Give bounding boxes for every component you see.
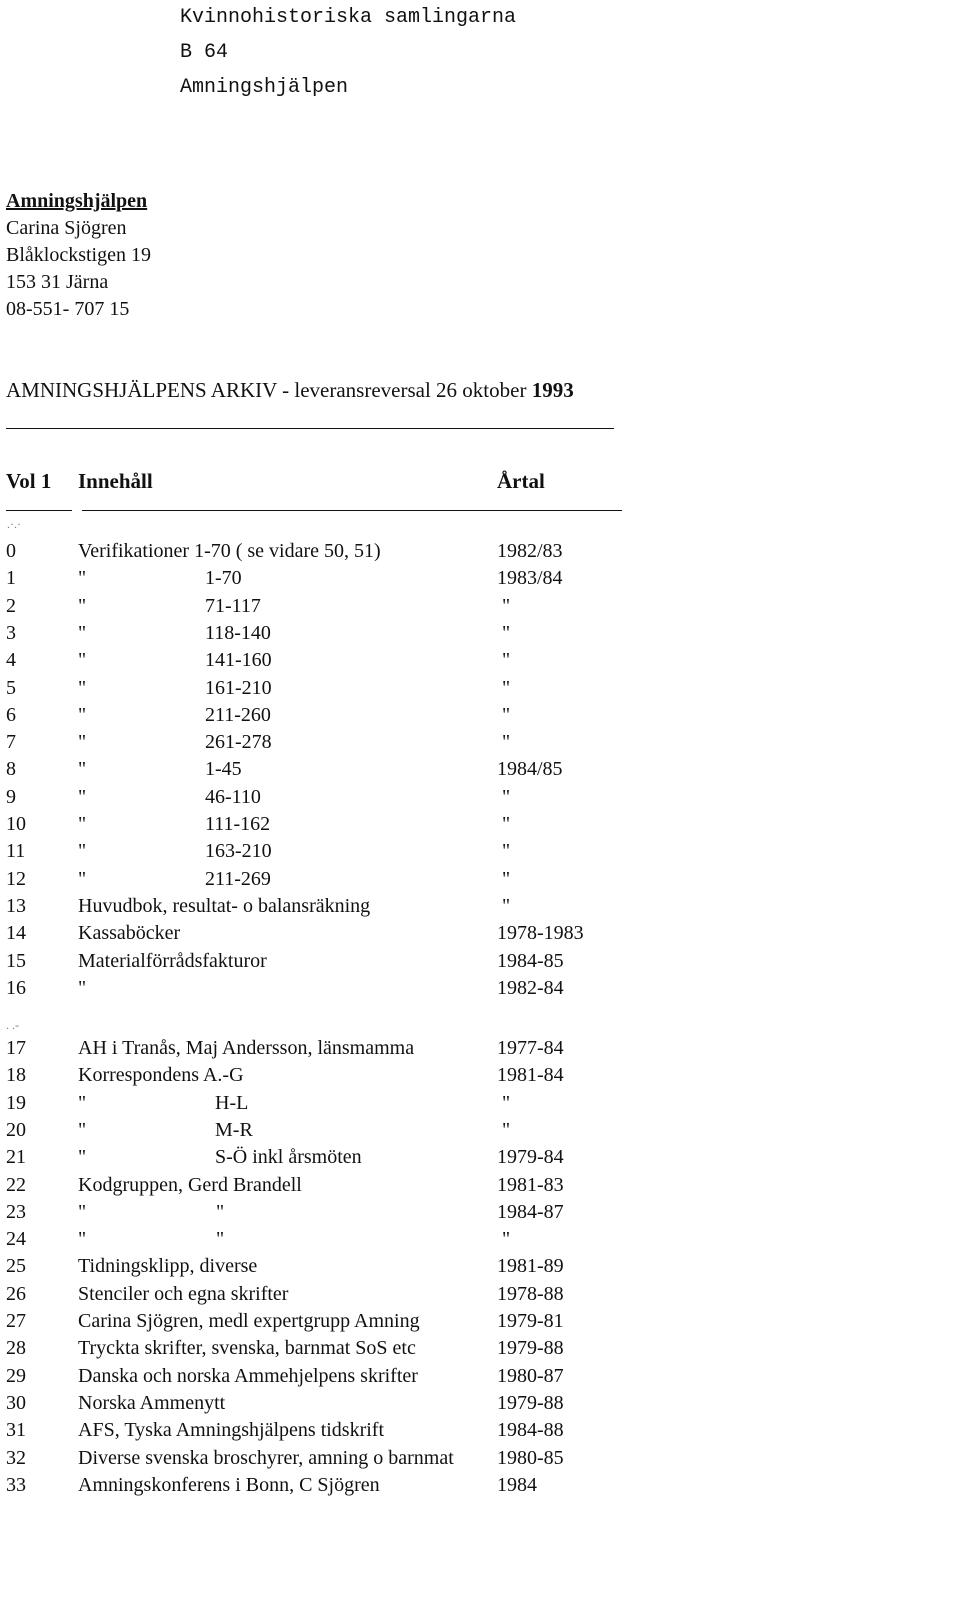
volume-content: Danska och norska Ammehjelpens skrifter bbox=[78, 1365, 418, 1387]
list-item bbox=[0, 1390, 960, 1417]
volume-year: 1979-88 bbox=[497, 1392, 564, 1414]
volume-number: 16 bbox=[6, 977, 26, 999]
list-item bbox=[0, 1308, 960, 1335]
volume-year: " bbox=[502, 1119, 511, 1141]
sender-street: Blåklockstigen 19 bbox=[6, 244, 151, 266]
volume-year: " bbox=[502, 1092, 511, 1114]
list-item bbox=[0, 1417, 960, 1444]
list-item bbox=[0, 702, 960, 729]
volume-year: 1980-87 bbox=[497, 1365, 564, 1387]
volume-content-sub: 211-269 bbox=[205, 868, 271, 890]
list-item bbox=[0, 565, 960, 592]
list-item bbox=[0, 1445, 960, 1472]
volume-number: 6 bbox=[6, 704, 16, 726]
volume-number: 27 bbox=[6, 1310, 26, 1332]
volume-number: 3 bbox=[6, 622, 16, 644]
list-item bbox=[0, 1253, 960, 1280]
list-item bbox=[0, 1472, 960, 1499]
volume-year: 1984-87 bbox=[497, 1201, 564, 1223]
list-item bbox=[0, 1363, 960, 1390]
volume-content: " bbox=[78, 1119, 87, 1141]
volume-content: " bbox=[78, 567, 87, 589]
volume-content-sub: S-Ö inkl årsmöten bbox=[215, 1146, 362, 1168]
list-item bbox=[0, 1199, 960, 1226]
list-item bbox=[0, 756, 960, 783]
volume-year: " bbox=[502, 677, 511, 699]
volume-year: " bbox=[502, 813, 511, 835]
volume-content-sub: H-L bbox=[215, 1092, 249, 1114]
volume-content-sub: 163-210 bbox=[205, 840, 272, 862]
volume-content: " bbox=[78, 649, 87, 671]
volume-year: 1981-89 bbox=[497, 1255, 564, 1277]
list-item bbox=[0, 1172, 960, 1199]
volume-number: 26 bbox=[6, 1283, 26, 1305]
volume-year: 1984-85 bbox=[497, 950, 564, 972]
list-item bbox=[0, 811, 960, 838]
volume-year: 1984-88 bbox=[497, 1419, 564, 1441]
volume-content-sub: " bbox=[216, 1201, 225, 1223]
volume-content: " bbox=[78, 1228, 87, 1250]
volume-content: " bbox=[78, 786, 87, 808]
volume-content: " bbox=[78, 868, 87, 890]
volume-content: Amningskonferens i Bonn, C Sjögren bbox=[78, 1474, 380, 1496]
volume-number: 9 bbox=[6, 786, 16, 808]
volume-year: " bbox=[502, 731, 511, 753]
volume-number: 20 bbox=[6, 1119, 26, 1141]
list-item bbox=[0, 893, 960, 920]
volume-number: 24 bbox=[6, 1228, 26, 1250]
list-item bbox=[0, 675, 960, 702]
volume-number: 17 bbox=[6, 1037, 26, 1059]
volume-number: 4 bbox=[6, 649, 16, 671]
volume-content-sub: 141-160 bbox=[205, 649, 272, 671]
list-item bbox=[0, 620, 960, 647]
volume-number: 31 bbox=[6, 1419, 26, 1441]
volume-number: 22 bbox=[6, 1174, 26, 1196]
list-item bbox=[0, 1281, 960, 1308]
volume-year: " bbox=[502, 595, 511, 617]
volume-content: Carina Sjögren, medl expertgrupp Amning bbox=[78, 1310, 420, 1332]
volume-year: 1979-84 bbox=[497, 1146, 564, 1168]
list-item bbox=[0, 1035, 960, 1062]
volume-year: 1984/85 bbox=[497, 758, 563, 780]
column-header-vol: Vol 1 bbox=[6, 469, 52, 493]
volume-number: 11 bbox=[6, 840, 26, 862]
volume-content: Stenciler och egna skrifter bbox=[78, 1283, 289, 1305]
volume-content: " bbox=[78, 977, 87, 999]
volume-content: " bbox=[78, 595, 87, 617]
volume-year: 1977-84 bbox=[497, 1037, 564, 1059]
volume-year: 1978-88 bbox=[497, 1283, 564, 1305]
list-item bbox=[0, 647, 960, 674]
volume-number: 8 bbox=[6, 758, 16, 780]
column-header-content: Innehåll bbox=[78, 469, 153, 493]
volume-number: 2 bbox=[6, 595, 16, 617]
volume-content: Verifikationer 1-70 ( se vidare 50, 51) bbox=[78, 540, 381, 562]
volume-number: 7 bbox=[6, 731, 16, 753]
volume-year: " bbox=[502, 895, 511, 917]
volume-year: 1982-84 bbox=[497, 977, 564, 999]
volume-year: 1979-88 bbox=[497, 1337, 564, 1359]
list-item bbox=[0, 1117, 960, 1144]
volume-content: AH i Tranås, Maj Andersson, länsmamma bbox=[78, 1037, 415, 1059]
volume-content: Norska Ammenytt bbox=[78, 1392, 226, 1414]
volume-year: 1980-85 bbox=[497, 1447, 564, 1469]
volume-number: 28 bbox=[6, 1337, 26, 1359]
volume-number: 15 bbox=[6, 950, 26, 972]
volume-number: 13 bbox=[6, 895, 26, 917]
list-item bbox=[0, 1090, 960, 1117]
list-item bbox=[0, 920, 960, 947]
volume-year: " bbox=[502, 649, 511, 671]
archive-name: Kvinnohistoriska samlingarna bbox=[180, 6, 517, 29]
volume-content-sub: 71-117 bbox=[205, 595, 261, 617]
list-item bbox=[0, 1335, 960, 1362]
volume-content: " bbox=[78, 1092, 87, 1114]
volume-number: 10 bbox=[6, 813, 26, 835]
volume-content: Kodgruppen, Gerd Brandell bbox=[78, 1174, 302, 1196]
list-item bbox=[0, 538, 960, 565]
list-item bbox=[0, 1226, 960, 1253]
volume-content: " bbox=[78, 731, 87, 753]
list-item bbox=[0, 866, 960, 893]
volume-content: " bbox=[78, 677, 87, 699]
volume-content: Korrespondens A.-G bbox=[78, 1064, 244, 1086]
volume-content: " bbox=[78, 1146, 87, 1168]
volume-content: " bbox=[78, 758, 87, 780]
volume-content: " bbox=[78, 704, 87, 726]
list-item bbox=[0, 948, 960, 975]
volume-number: 33 bbox=[6, 1474, 26, 1496]
volume-content: Materialförrådsfakturor bbox=[78, 950, 267, 972]
list-item bbox=[0, 1062, 960, 1089]
column-header-year: Årtal bbox=[497, 469, 545, 493]
volume-number: 5 bbox=[6, 677, 16, 699]
volume-number: 29 bbox=[6, 1365, 26, 1387]
volume-number: 32 bbox=[6, 1447, 26, 1469]
scan-speck: .·.· bbox=[7, 517, 21, 531]
volume-year: 1979-81 bbox=[497, 1310, 564, 1332]
sender-phone: 08-551- 707 15 bbox=[6, 298, 130, 320]
volume-content: " bbox=[78, 840, 87, 862]
volume-number: 14 bbox=[6, 922, 26, 944]
scan-speck: . .- bbox=[6, 1018, 19, 1032]
volume-content-sub: 46-110 bbox=[205, 786, 261, 808]
volume-content: Kassaböcker bbox=[78, 922, 181, 944]
volume-number: 19 bbox=[6, 1092, 26, 1114]
volume-content-sub: 1-45 bbox=[205, 758, 242, 780]
volume-year: " bbox=[502, 868, 511, 890]
list-item bbox=[0, 729, 960, 756]
volume-content-sub: 261-278 bbox=[205, 731, 272, 753]
volume-content: Tidningsklipp, diverse bbox=[78, 1255, 258, 1277]
sender-name: Carina Sjögren bbox=[6, 217, 127, 239]
volume-content: " bbox=[78, 813, 87, 835]
archive-collection: Amningshjälpen bbox=[180, 76, 349, 99]
volume-year: " bbox=[502, 840, 511, 862]
list-item bbox=[0, 1144, 960, 1171]
volume-year: 1982/83 bbox=[497, 540, 563, 562]
volume-number: 1 bbox=[6, 567, 16, 589]
volume-content-sub: 161-210 bbox=[205, 677, 272, 699]
volume-number: 30 bbox=[6, 1392, 26, 1414]
volume-content: " bbox=[78, 622, 87, 644]
volume-number: 12 bbox=[6, 868, 26, 890]
volume-content: Tryckta skrifter, svenska, barnmat SoS etc bbox=[78, 1337, 416, 1359]
volume-year: 1981-83 bbox=[497, 1174, 564, 1196]
volume-number: 23 bbox=[6, 1201, 26, 1223]
volume-year: " bbox=[502, 704, 511, 726]
volume-content: Diverse svenska broschyrer, amning o barnmat bbox=[78, 1447, 454, 1469]
document-title-year: 1993 bbox=[531, 378, 574, 402]
list-item bbox=[0, 784, 960, 811]
volume-content: " bbox=[78, 1201, 87, 1223]
volume-number: 0 bbox=[6, 540, 16, 562]
list-item bbox=[0, 975, 960, 1002]
volume-year: " bbox=[502, 1228, 511, 1250]
document-title-text: AMNINGSHJÄLPENS ARKIV - leveransreversal 26 oktober bbox=[6, 378, 527, 402]
volume-content: AFS, Tyska Amningshjälpens tidskrift bbox=[78, 1419, 385, 1441]
volume-content-sub: 1-70 bbox=[205, 567, 242, 589]
list-item bbox=[0, 593, 960, 620]
volume-year: 1981-84 bbox=[497, 1064, 564, 1086]
list-item bbox=[0, 838, 960, 865]
volume-content-sub: " bbox=[216, 1228, 225, 1250]
volume-content-sub: 111-162 bbox=[205, 813, 271, 835]
volume-year: 1984 bbox=[497, 1474, 537, 1496]
volume-year: " bbox=[502, 622, 511, 644]
volume-content: Huvudbok, resultat- o balansräkning bbox=[78, 895, 371, 917]
volume-number: 18 bbox=[6, 1064, 26, 1086]
volume-year: 1983/84 bbox=[497, 567, 563, 589]
volume-number: 21 bbox=[6, 1146, 26, 1168]
sender-postal: 153 31 Järna bbox=[6, 271, 109, 293]
volume-content-sub: 118-140 bbox=[205, 622, 271, 644]
volume-number: 25 bbox=[6, 1255, 26, 1277]
sender-organization: Amningshjälpen bbox=[6, 190, 148, 212]
volume-year: " bbox=[502, 786, 511, 808]
volume-content-sub: M-R bbox=[215, 1119, 253, 1141]
archive-shelf-code: B 64 bbox=[180, 41, 229, 64]
volume-year: 1978-1983 bbox=[497, 922, 584, 944]
volume-content-sub: 211-260 bbox=[205, 704, 271, 726]
